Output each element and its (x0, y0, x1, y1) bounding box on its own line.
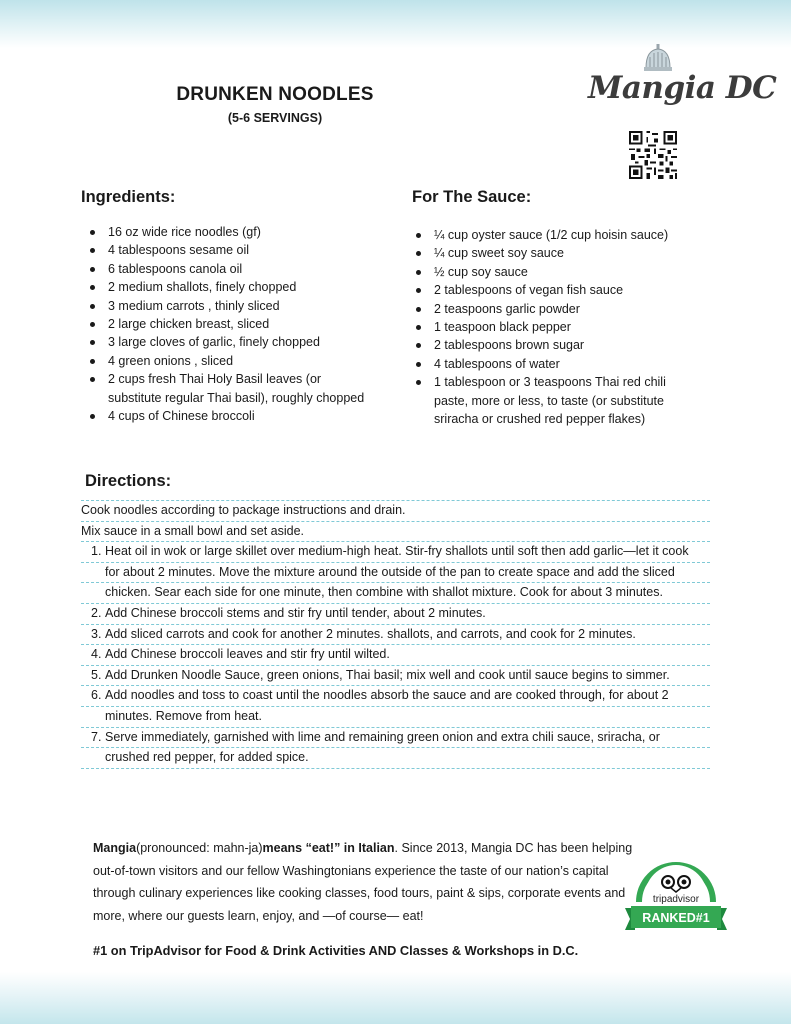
direction-step-line (81, 685, 710, 706)
ingredient-item: 4 tablespoons sesame oil (88, 241, 378, 259)
sauce-item: 4 tablespoons of water (414, 355, 698, 373)
direction-step-line (81, 562, 710, 583)
step-text: minutes. Remove from heat. (105, 708, 263, 723)
ingredient-item: 6 tablespoons canola oil (88, 260, 378, 278)
step-number: 2. (91, 605, 102, 620)
step-number: 7. (91, 729, 102, 744)
bottom-gradient-band (0, 972, 791, 1024)
sauce-list (414, 226, 698, 428)
step-text: Add Chinese broccoli leaves and stir fry until wilted. (105, 647, 390, 662)
sauce-item: 1 teaspoon black pepper (414, 318, 698, 336)
direction-step-line (81, 582, 710, 603)
direction-step-line (81, 665, 710, 686)
step-text: Add Drunken Noodle Sauce, green onions, Thai basil; mix well and cook until sauce begins to simmer. (105, 667, 670, 682)
sauce-item: 2 tablespoons brown sugar (414, 336, 698, 354)
direction-step-line (81, 624, 710, 645)
step-text: Add noodles and toss to coast until the noodles absorb the sauce and are cooked through, for about 2 (105, 688, 669, 703)
direction-step-line (81, 727, 710, 748)
about-paragraph (93, 837, 633, 927)
step-text: for about 2 minutes. Move the mixture around the outside of the pan to create space and add the sliced (105, 564, 675, 579)
step-text: Heat oil in wok or large skillet over medium-high heat. Stir-fry shallots until soft then add garlic—let it cook (105, 544, 689, 559)
ingredient-item: 3 medium carrots , thinly sliced (88, 297, 378, 315)
step-number: 4. (91, 647, 102, 662)
badge-brand: tripadvisor (652, 894, 700, 905)
step-number: 5. (91, 667, 102, 682)
recipe-title: DRUNKEN NOODLES (176, 84, 374, 105)
directions-heading: Directions: (85, 472, 172, 490)
about-word: Mangia (93, 841, 137, 855)
tripadvisor-ranked-badge (625, 856, 727, 938)
step-text: crushed red pepper, for added spice. (105, 750, 309, 765)
step-number: 3. (91, 626, 102, 641)
ingredients-heading: Ingredients: (81, 188, 176, 206)
top-gradient-band (0, 0, 791, 48)
ingredient-item: 4 cups of Chinese broccoli (88, 407, 378, 425)
direction-step-line (81, 747, 710, 769)
sauce-item: ¼ cup sweet soy sauce (414, 244, 698, 262)
sauce-item: ½ cup soy sauce (414, 263, 698, 281)
about-pronunciation: (pronounced: mahn-ja) (136, 841, 263, 855)
direction-step-line (81, 644, 710, 665)
ingredient-item: 2 medium shallots, finely chopped (88, 278, 378, 296)
step-text: Serve immediately, garnished with lime and remaining green onion and extra chili sauce, sriracha, or (105, 729, 660, 744)
sauce-heading: For The Sauce: (412, 188, 532, 206)
logo-wordmark: Mangia DC (588, 70, 777, 106)
sauce-item: 1 tablespoon or 3 teaspoons Thai red chili paste, more or less, to taste (or substitute sriracha or crushed red pepper flakes) (414, 373, 698, 428)
direction-step-line (81, 706, 710, 727)
sauce-item: 2 teaspoons garlic powder (414, 300, 698, 318)
tripadvisor-tagline: #1 on TripAdvisor for Food & Drink Activities AND Classes & Workshops in D.C. (93, 943, 579, 958)
ingredient-item: 2 cups fresh Thai Holy Basil leaves (or substitute regular Thai basil), roughly chopped (88, 370, 378, 407)
step-text: chicken. Sear each side for one minute, then combine with shallot mixture. Cook for about 3 minutes. (105, 585, 663, 600)
badge-ranked: RANKED#1 (642, 911, 710, 925)
qr-code-icon[interactable] (629, 131, 677, 179)
ingredients-list (88, 223, 378, 425)
direction-intro-line: Cook noodles according to package instructions and drain. (81, 500, 710, 521)
direction-step-line (81, 541, 710, 562)
step-text: Add Chinese broccoli stems and stir fry until tender, about 2 minutes. (105, 605, 486, 620)
about-body: . Since 2013, Mangia DC has been helping out-of-town visitors and our fellow Washingtonians experience the taste of our nation’s capital through culinary experiences like cooking classes, food tours, paint & sips, corporate events and more, where our guests learn, enjoy, and —of course— eat! (93, 841, 633, 923)
about-meaning: means “eat!” in Italian (262, 841, 395, 855)
direction-intro-line: Mix sauce in a small bowl and set aside. (81, 521, 710, 542)
sauce-item: ¼ cup oyster sauce (1/2 cup hoisin sauce) (414, 226, 698, 244)
step-number: 1. (91, 544, 102, 559)
recipe-servings: (5-6 SERVINGS) (227, 111, 323, 125)
directions-list (81, 500, 710, 769)
step-number: 6. (91, 688, 102, 703)
ingredient-item: 16 oz wide rice noodles (gf) (88, 223, 378, 241)
mangia-dc-logo (588, 44, 777, 122)
direction-step-line (81, 603, 710, 624)
ingredient-item: 4 green onions , sliced (88, 352, 378, 370)
ingredient-item: 3 large cloves of garlic, finely chopped (88, 333, 378, 351)
step-text: Add sliced carrots and cook for another 2 minutes. shallots, and carrots, and cook for 2 minutes. (105, 626, 636, 641)
sauce-item: 2 tablespoons of vegan fish sauce (414, 281, 698, 299)
ingredient-item: 2 large chicken breast, sliced (88, 315, 378, 333)
